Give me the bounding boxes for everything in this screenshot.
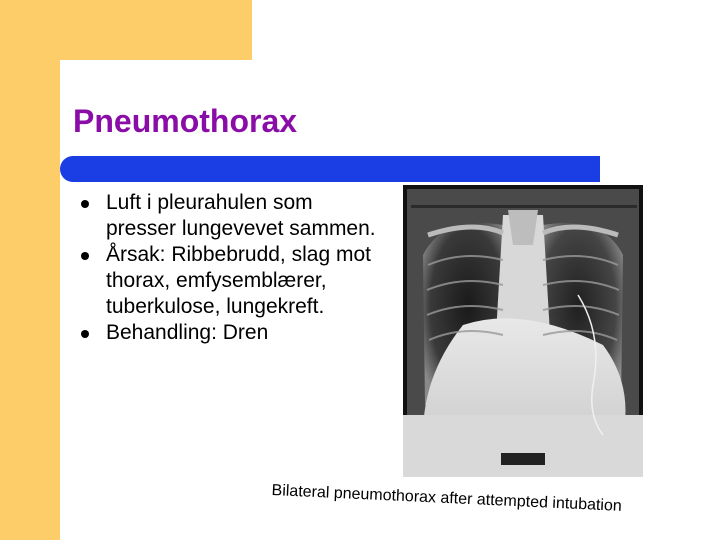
accent-band-top (0, 0, 252, 60)
bullet-item (78, 242, 378, 320)
bullet-text: Luft i pleurahulen som presser lungevevet sammen. (106, 191, 376, 240)
bullet-text: Behandling: Dren (106, 321, 269, 344)
bullet-item (78, 320, 378, 346)
bullet-dot-icon (81, 330, 89, 338)
chest-xray-image (403, 185, 643, 477)
image-caption: Bilateral pneumothorax after attempted intubation (271, 482, 623, 515)
bullet-item (78, 190, 378, 242)
bullet-list (78, 190, 378, 346)
bullet-text: Årsak: Ribbebrudd, slag mot thorax, emfysemblærer, tuberkulose, lungekreft. (106, 243, 371, 318)
title-rule (60, 156, 600, 182)
bullet-dot-icon (81, 200, 89, 208)
bullet-dot-icon (81, 252, 89, 260)
slide-title: Pneumothorax (73, 103, 298, 139)
accent-band-left (0, 0, 60, 540)
